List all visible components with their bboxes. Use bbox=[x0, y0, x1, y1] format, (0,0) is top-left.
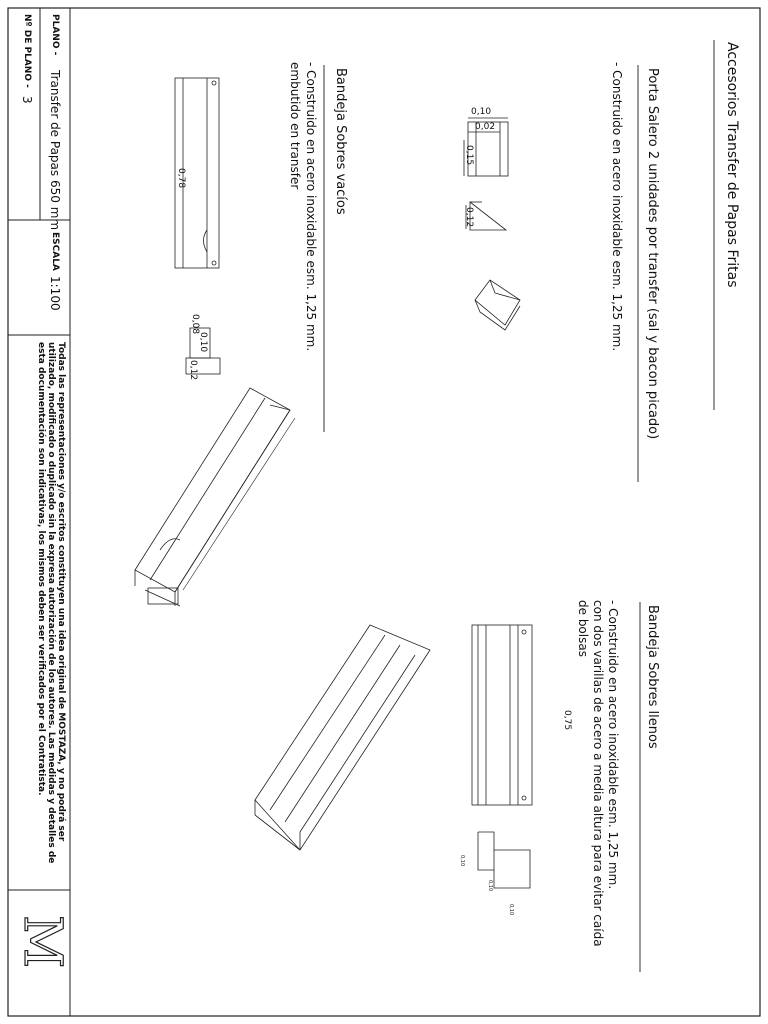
llenos-description-line-3: de bolsas bbox=[576, 600, 590, 657]
salero-description: - Construido en acero inoxidable esm. 1,25 mm. bbox=[610, 62, 624, 352]
llenos-description-line-2: con dos varillas de acero a media altura para evitar caída bbox=[591, 600, 605, 947]
vacios-description-line-1: - Construido en acero inoxidable esm. 1,25 mm. bbox=[304, 62, 318, 352]
legal-notice: Todas las representaciones y/o escritos constituyen una idea original de MOSTAZA, y no podrá ser utilizado, modificado o duplicado sin la expresa autorización de los autores. Las medidas y detalles de esta documentación son indicativas, los mismos deben ser verificados por el Contratista. bbox=[36, 342, 66, 864]
vacios-heading: Bandeja Sobres vacíos bbox=[333, 68, 348, 215]
vacios-dim-base: 0,12 bbox=[188, 360, 198, 381]
mostaza-logo: M bbox=[12, 915, 72, 969]
escala-value: 1:100 bbox=[48, 276, 62, 311]
vacios-dim-length: 0,78 bbox=[176, 168, 186, 189]
nro-plano-label: Nº DE PLANO - bbox=[22, 14, 32, 88]
llenos-dim-c: 0,10 bbox=[508, 904, 514, 916]
llenos-description-line-1: - Construido en acero inoxidable esm. 1,25 mm. bbox=[606, 600, 620, 890]
salero-heading: Porta Salero 2 unidades por transfer (sal y bacon picado) bbox=[645, 68, 660, 440]
vacios-dim-width: 0,08 bbox=[190, 314, 200, 335]
llenos-heading: Bandeja Sobres llenos bbox=[645, 605, 660, 749]
escala-label: ESCALA bbox=[50, 232, 60, 271]
salero-dim-height: 0,15 bbox=[464, 145, 474, 166]
plano-label: PLANO - bbox=[50, 14, 60, 56]
llenos-dim-length: 0,75 bbox=[562, 710, 572, 731]
salero-dim-lip: 0,02 bbox=[475, 122, 496, 132]
llenos-dim-a: 0,10 bbox=[459, 855, 465, 867]
llenos-dim-b: 0,10 bbox=[487, 880, 493, 892]
vacios-description-line-2: embutido en transfer bbox=[288, 62, 302, 190]
salero-dim-width: 0,10 bbox=[471, 107, 492, 117]
vacios-dim-height: 0,10 bbox=[198, 332, 208, 353]
page-title: Accesorios Transfer de Papas Fritas bbox=[724, 42, 740, 288]
salero-dim-side: 0,12 bbox=[464, 207, 474, 228]
plano-value: Transfer de Papas 650 mm bbox=[48, 70, 62, 231]
nro-plano-value: 3 bbox=[20, 96, 34, 104]
